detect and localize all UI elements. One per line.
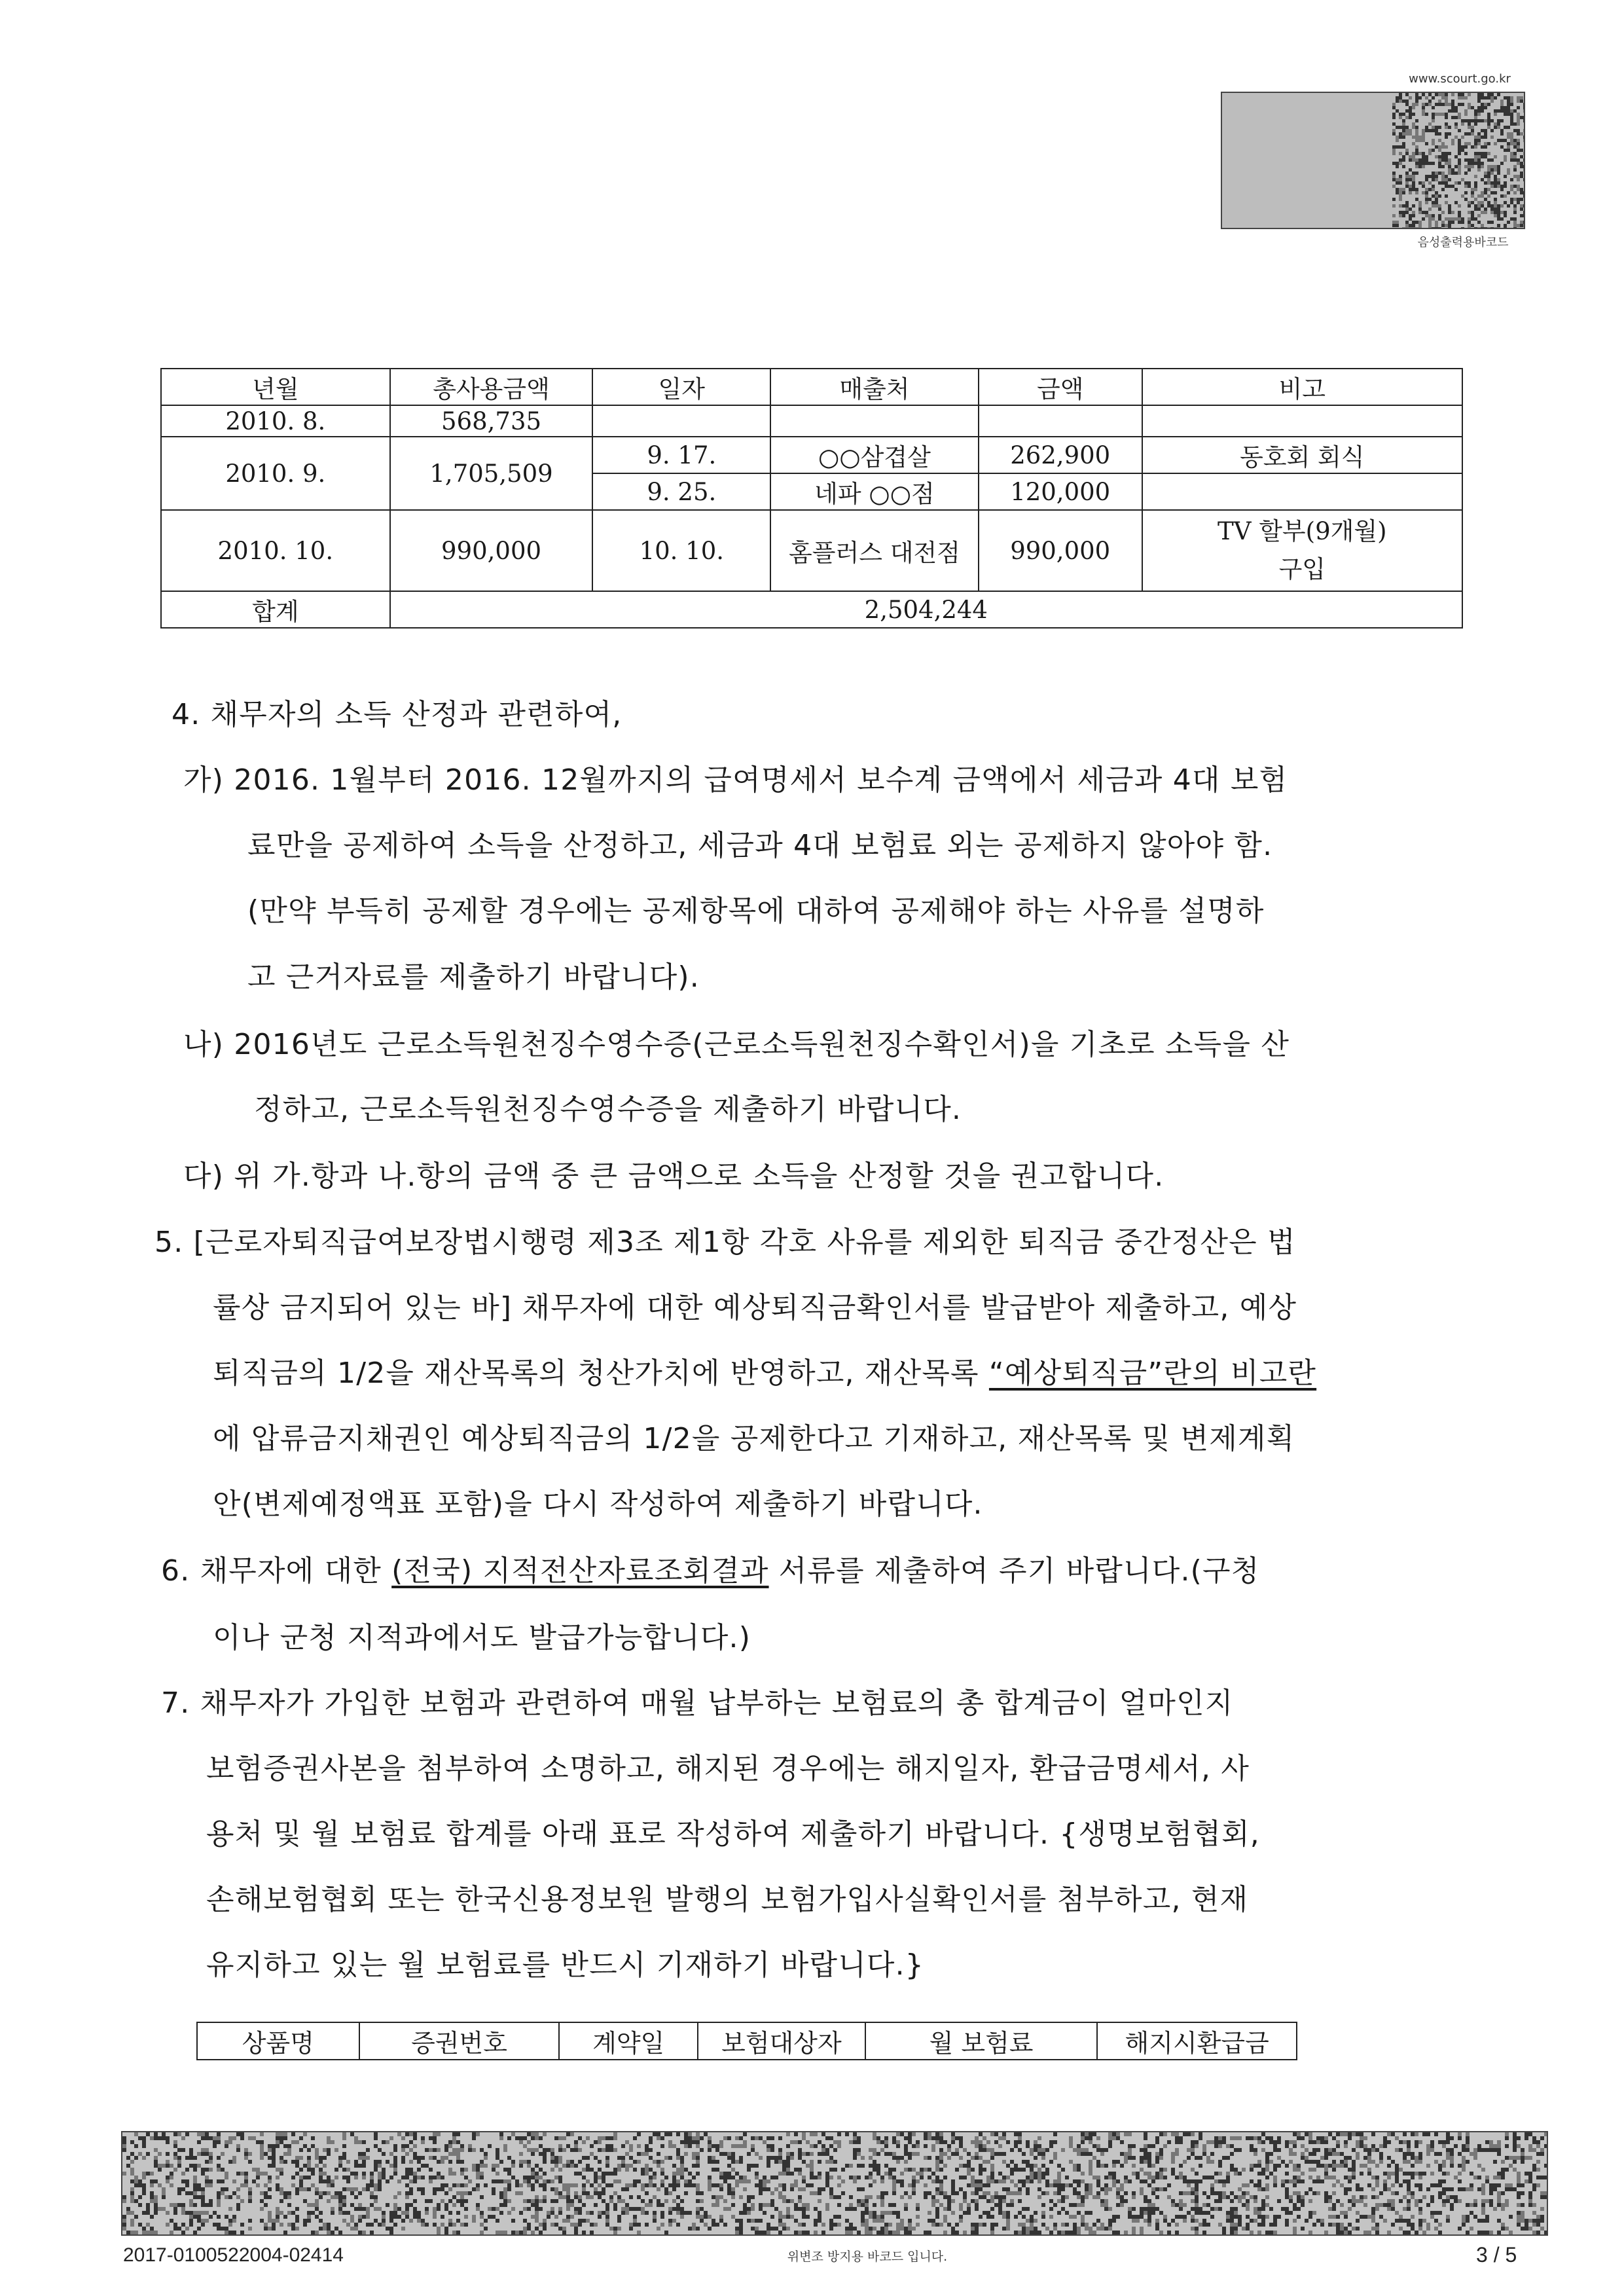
barcode-pattern-icon bbox=[122, 2132, 1547, 2234]
item-4: 4. 채무자의 소득 산정과 관련하여, bbox=[171, 698, 623, 731]
insurance-table bbox=[196, 2022, 1297, 2060]
item-4b-line: 나) 2016년도 근로소득원천징수영수증(근로소득원천징수확인서)을 기초로 소득을 산 bbox=[183, 1028, 1290, 1061]
note-cell bbox=[1142, 510, 1462, 591]
month-cell: 2010. 8. bbox=[161, 405, 390, 437]
table-row bbox=[161, 437, 1462, 473]
item-7-line: 용처 및 월 보험료 합계를 아래 표로 작성하여 제출하기 바랍니다. {생명보험협회, bbox=[206, 1817, 1260, 1851]
header-cell: 일자 bbox=[592, 369, 770, 405]
item-6-text: 6. 채무자에 대한 bbox=[161, 1554, 392, 1588]
total-cell: 1,705,509 bbox=[390, 437, 593, 510]
retirement-remark-underlined: “예상퇴직금”란의 비고란 bbox=[988, 1357, 1317, 1390]
item-5-line: 률상 금지되어 있는 바] 채무자에 대한 예상퇴직금확인서를 발급받아 제출하고, 예상 bbox=[213, 1291, 1297, 1324]
header-cell: 총사용금액 bbox=[390, 369, 593, 405]
header-cell: 상품명 bbox=[197, 2022, 359, 2060]
item-7-line: 유지하고 있는 월 보험료를 반드시 기재하기 바랍니다.} bbox=[206, 1948, 924, 1982]
item-6-line bbox=[161, 1552, 1259, 1591]
document-number: 2017-0100522004-02414 bbox=[123, 2244, 344, 2266]
site-url: www.scourt.go.kr bbox=[1409, 72, 1511, 86]
item-4a-line: 가) 2016. 1월부터 2016. 12월까지의 급여명세서 보수계 금액에서 세금과 4대 보험 bbox=[183, 763, 1288, 797]
note-cell: 동호회 회식 bbox=[1142, 437, 1462, 473]
date-cell: 9. 17. bbox=[592, 437, 770, 473]
note-line: TV 할부(9개월) bbox=[1218, 517, 1387, 545]
vendor-cell bbox=[770, 405, 979, 437]
table-row bbox=[161, 510, 1462, 591]
item-4a-line: 고 근거자료를 제출하기 바랍니다). bbox=[247, 960, 700, 994]
header-cell: 보험대상자 bbox=[698, 2022, 865, 2060]
header-cell: 계약일 bbox=[559, 2022, 698, 2060]
item-4a-line: 료만을 공제하여 소득을 산정하고, 세금과 4대 보험료 외는 공제하지 않아야 함. bbox=[247, 829, 1273, 862]
page-number: 3 / 5 bbox=[1476, 2243, 1517, 2267]
item-7-line: 7. 채무자가 가입한 보험과 관련하여 매월 납부하는 보험료의 총 합계금이 얼마인지 bbox=[161, 1686, 1234, 1720]
month-cell: 2010. 9. bbox=[161, 437, 390, 510]
amount-cell: 262,900 bbox=[979, 437, 1142, 473]
vendor-cell: 홈플러스 대전점 bbox=[770, 510, 979, 591]
header-cell: 년월 bbox=[161, 369, 390, 405]
date-cell: 10. 10. bbox=[592, 510, 770, 591]
barcode-note: 위변조 방지용 바코드 입니다. bbox=[787, 2250, 948, 2264]
note-cell bbox=[1142, 405, 1462, 437]
header-cell: 금액 bbox=[979, 369, 1142, 405]
header-cell: 해지시환급금 bbox=[1097, 2022, 1297, 2060]
table-sum-row bbox=[161, 591, 1462, 628]
month-cell: 2010. 10. bbox=[161, 510, 390, 591]
item-7-line: 보험증권사본을 첨부하여 소명하고, 해지된 경우에는 해지일자, 환급금명세서, 사 bbox=[206, 1752, 1250, 1785]
item-5-line: 5. [근로자퇴직급여보장법시행령 제3조 제1항 각호 사유를 제외한 퇴직금 중간정산은 법 bbox=[154, 1226, 1296, 1259]
header-cell: 비고 bbox=[1142, 369, 1462, 405]
amount-cell bbox=[979, 405, 1142, 437]
header-cell: 매출처 bbox=[770, 369, 979, 405]
total-cell: 990,000 bbox=[390, 510, 593, 591]
sum-value: 2,504,244 bbox=[390, 591, 1462, 628]
item-7-line: 손해보험협회 또는 한국신용정보원 발행의 보험가입사실확인서를 첨부하고, 현재 bbox=[206, 1883, 1249, 1916]
item-5-line bbox=[213, 1354, 1316, 1393]
anti-forgery-barcode bbox=[121, 2131, 1548, 2236]
note-line: 구입 bbox=[1278, 555, 1326, 583]
header-cell: 월 보험료 bbox=[865, 2022, 1098, 2060]
card-usage-table bbox=[160, 368, 1463, 629]
item-5-line: 에 압류금지채권인 예상퇴직금의 1/2을 공제한다고 기재하고, 재산목록 및 변제계획 bbox=[213, 1422, 1295, 1455]
item-5-line: 안(변제예정액표 포함)을 다시 작성하여 제출하기 바랍니다. bbox=[213, 1487, 983, 1521]
cadastral-result-underlined: (전국) 지적전산자료조회결과 bbox=[391, 1554, 769, 1588]
item-4c: 다) 위 가.항과 나.항의 금액 중 큰 금액으로 소득을 산정할 것을 권고합니다. bbox=[183, 1159, 1164, 1193]
note-cell bbox=[1142, 473, 1462, 510]
audio-barcode bbox=[1221, 92, 1525, 229]
table-header-row bbox=[161, 369, 1462, 405]
amount-cell: 120,000 bbox=[979, 473, 1142, 510]
item-4b-line: 정하고, 근로소득원천징수영수증을 제출하기 바랍니다. bbox=[254, 1093, 962, 1126]
table-row bbox=[161, 405, 1462, 437]
date-cell bbox=[592, 405, 770, 437]
item-6-text: 서류를 제출하여 주기 바랍니다.(구청 bbox=[768, 1554, 1260, 1588]
date-cell: 9. 25. bbox=[592, 473, 770, 510]
table-header-row bbox=[197, 2022, 1297, 2060]
vendor-cell: 네파 ○○점 bbox=[770, 473, 979, 510]
item-5-text: 퇴직금의 1/2을 재산목록의 청산가치에 반영하고, 재산목록 bbox=[213, 1357, 989, 1390]
item-4a-line: (만약 부득히 공제할 경우에는 공제항목에 대하여 공제해야 하는 사유를 설명하 bbox=[247, 894, 1265, 928]
total-cell: 568,735 bbox=[390, 405, 593, 437]
header-cell: 증권번호 bbox=[359, 2022, 560, 2060]
sum-label: 합계 bbox=[161, 591, 390, 628]
amount-cell: 990,000 bbox=[979, 510, 1142, 591]
barcode-pattern-icon bbox=[1392, 93, 1525, 228]
item-6-line: 이나 군청 지적과에서도 발급가능합니다.) bbox=[213, 1621, 751, 1654]
barcode-caption: 음성출력용바코드 bbox=[1417, 236, 1509, 249]
vendor-cell: ○○삼겹살 bbox=[770, 437, 979, 473]
